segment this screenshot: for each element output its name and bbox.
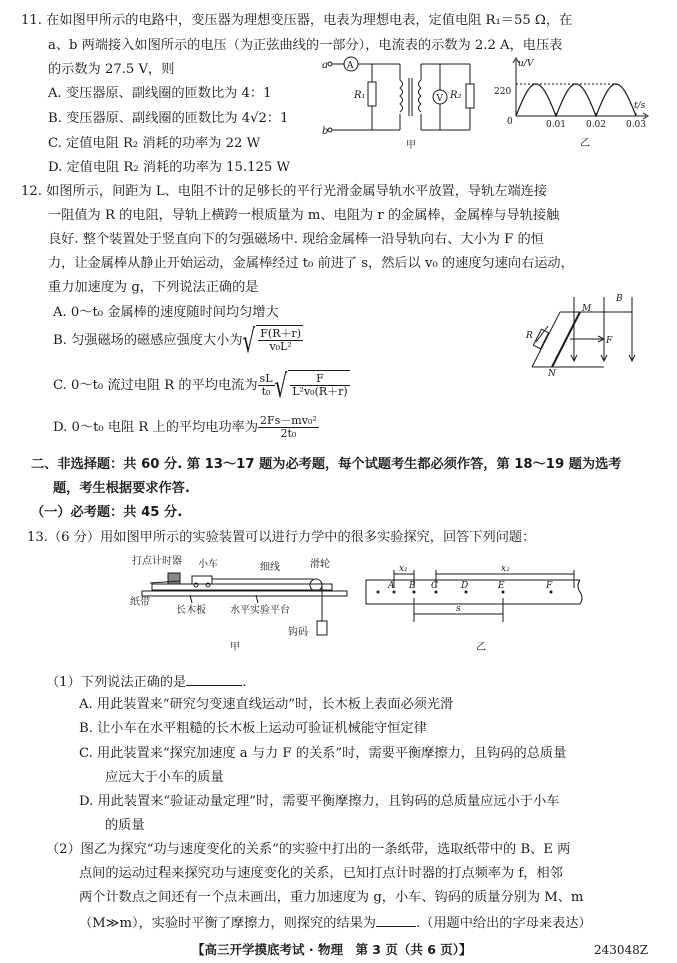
- label-timer: 打点计时器: [132, 556, 182, 567]
- section-2-heading-2: 题，考生根据要求作答.: [53, 481, 190, 496]
- graph-xtick-1: 0.01: [545, 120, 567, 130]
- q12-c-denominator: L²v₀(R＋r): [292, 385, 348, 398]
- label-platform: 水平实验平台: [230, 605, 290, 616]
- page-footer: 【高三开学摸底考试 · 物理 第 3 页（共 6 页）】: [192, 942, 472, 957]
- full-stop: .: [242, 675, 247, 690]
- tape-s-label: s: [456, 604, 461, 614]
- q12-rails-diagram: [520, 292, 660, 377]
- terminal-a-label: a: [322, 60, 328, 71]
- q13-part2-tail: .（用题中给出的字母来表达）: [415, 916, 592, 931]
- q11-voltage-graph: [488, 56, 658, 151]
- q12-option-c: [53, 366, 350, 405]
- fig-r-label: R: [526, 331, 533, 341]
- q12-b-numerator: F(R＋r): [260, 327, 302, 340]
- q12-stem-5: 重力加速度为 g，下列说法正确的是: [48, 280, 259, 295]
- q13-p1-option-c: C. 用此装置来“探究加速度 a 与力 F 的关系”时，需要平衡摩擦力，且钩码的总质量: [79, 746, 567, 761]
- ammeter-label: A: [347, 61, 354, 71]
- q12-option-d-text: D. 0～t₀ 电阻 R 上的平均电功率为: [53, 420, 259, 435]
- q12-option-b-text: B. 匀强磁场的磁感应强度大小为: [53, 333, 243, 348]
- fig-b-label: B: [616, 294, 623, 304]
- q12-d-denominator: 2t₀: [280, 427, 297, 440]
- graph-ytick-220: 220: [494, 87, 512, 97]
- label-pulley: 滑轮: [310, 559, 330, 570]
- q12-c-frac1-num: sL: [259, 372, 273, 385]
- q12-stem-3: 良好. 整个装置处于竖直向下的匀强磁场中. 现给金属棒一沿导轨向右、大小为 F 的恒: [48, 232, 544, 247]
- q11-option-b: B. 变压器原、副线圈的匝数比为 4√2：1: [48, 111, 289, 126]
- label-string: 细线: [260, 562, 280, 573]
- q13-stem: 13.（6 分）用如图甲所示的实验装置可以进行力学中的很多实验探究，回答下列问题：: [27, 530, 536, 545]
- q12-c-frac1-den: t₀: [261, 385, 271, 398]
- q12-stem-4: 力，让金属棒从静止开始运动，金属棒经过 t₀ 前进了 s，然后以 v₀ 的速度匀速向右运动，: [48, 256, 574, 271]
- q13-part2-line2: 点间的运动过程来探究功与速度变化的关系，已知打点计时器的打点频率为 f，相邻: [79, 866, 563, 881]
- q12-stem-2: 一阻值为 R 的电阻，导轨上横跨一根质量为 m、电阻为 r 的金属棒，金属棒与导轨接触: [48, 208, 560, 223]
- sqrt-symbol: √: [274, 366, 288, 405]
- graph-xlabel: t/s: [634, 101, 646, 111]
- q11-option-a: A. 变压器原、副线圈的匝数比为 4：1: [48, 86, 272, 101]
- answer-blank: [376, 914, 416, 927]
- q13-part2-text: （M≫m），实验时平衡了摩擦力，则探究的结果为: [79, 916, 376, 931]
- q13-part2-line4: [79, 914, 592, 931]
- q11-option-d: D. 定值电阻 R₂ 消耗的功率为 15.125 W: [48, 160, 291, 175]
- fig-f-label: F: [606, 336, 613, 346]
- q13-p1-option-c-cont: 应远大于小车的质量: [105, 770, 224, 785]
- q13-part1-text: （1）下列说法正确的是: [46, 675, 187, 690]
- q13-tape-diagram: [366, 558, 586, 653]
- voltage-curve: [516, 84, 636, 116]
- tape-point-d: D: [461, 581, 469, 591]
- q13-p1-option-d-cont: 的质量: [105, 818, 145, 833]
- q13-p1-option-a: A. 用此装置来“研究匀变速直线运动”时，长木板上表面必须光滑: [79, 697, 454, 712]
- tape-caption: 乙: [476, 642, 486, 653]
- tape-point-c: C: [431, 581, 438, 591]
- q11-stem-1: 11. 在如图甲所示的电路中，变压器为理想变压器，电表为理想电表，定值电阻 R₁＝55 Ω，在: [21, 13, 573, 28]
- tape-x1-label: x₁: [399, 564, 408, 574]
- q13-p1-option-d: D. 用此装置来“验证动量定理”时，需要平衡摩擦力，且钩码的总质量应远小于小车: [79, 794, 560, 809]
- section-2-sub-heading: （一）必考题：共 45 分.: [31, 505, 183, 520]
- section-2-heading: 二、非选择题：共 60 分. 第 13～17 题为必考题，每个试题考生都必须作答，第 18～19 题为选考: [31, 457, 622, 472]
- tape-x2-label: x₂: [501, 564, 510, 574]
- q13-apparatus-diagram: [130, 553, 360, 653]
- tape-point-e: E: [498, 581, 505, 591]
- label-tape: 纸带: [130, 597, 150, 608]
- apparatus-caption: 甲: [230, 642, 240, 653]
- label-cart: 小车: [198, 559, 218, 570]
- label-board: 长木板: [176, 605, 206, 616]
- q12-option-b: [53, 321, 303, 360]
- graph-ylabel: u/V: [518, 59, 534, 69]
- q12-b-denominator: v₀L²: [269, 340, 292, 353]
- q11-circuit-diagram: [322, 58, 482, 153]
- graph-caption: 乙: [580, 138, 590, 149]
- q12-stem-1: 12. 如图所示，间距为 L、电阻不计的足够长的平行光滑金属导轨水平放置，导轨左端连接: [21, 184, 548, 199]
- circuit-caption: 甲: [406, 140, 416, 151]
- label-weight: 钩码: [288, 627, 308, 638]
- sqrt-symbol: √: [242, 321, 256, 360]
- graph-origin: 0: [507, 117, 513, 127]
- tape-point-b: B: [409, 581, 416, 591]
- r2-label: R₂: [450, 90, 462, 101]
- answer-blank: [186, 673, 242, 686]
- q13-part1: [46, 673, 246, 690]
- q12-d-numerator: 2Fs－mv₀²: [260, 414, 317, 427]
- graph-xtick-3: 0.03: [625, 120, 647, 130]
- q13-part2-line1: （2）图乙为探究“功与速度变化的关系”的实验中打出的一条纸带，选取纸带中的 B、E 两: [46, 842, 571, 857]
- terminal-b-label: b: [322, 126, 329, 137]
- q11-option-c: C. 定值电阻 R₂ 消耗的功率为 22 W: [48, 136, 261, 151]
- q12-option-d: [53, 413, 319, 443]
- q11-stem-2: a、b 两端接入如图所示的电压（为正弦曲线的一部分），电流表的示数为 2.2 A，电压表: [48, 38, 563, 53]
- tape-point-f: F: [546, 581, 553, 591]
- r1-label: R₁: [354, 90, 366, 101]
- q12-option-c-text: C. 0～t₀ 流过电阻 R 的平均电流为: [53, 378, 258, 393]
- q13-p1-option-b: B. 让小车在水平粗糙的长木板上运动可验证机械能守恒定律: [79, 721, 427, 736]
- graph-xtick-2: 0.02: [585, 120, 607, 130]
- voltmeter-label: V: [436, 94, 443, 104]
- q12-option-a: A. 0～t₀ 金属棒的速度随时间均匀增大: [53, 305, 279, 320]
- tape-point-a: A: [388, 581, 395, 591]
- q13-part2-line3: 两个计数点之间还有一个点未画出，重力加速度为 g，小车、钩码的质量分别为 M、m: [79, 890, 584, 905]
- fig-m-label: M: [582, 304, 592, 314]
- q12-c-numerator: F: [290, 373, 349, 386]
- exam-code: 243048Z: [594, 943, 649, 957]
- fig-n-label: N: [548, 369, 556, 379]
- q11-stem-3: 的示数为 27.5 V，则: [48, 62, 175, 77]
